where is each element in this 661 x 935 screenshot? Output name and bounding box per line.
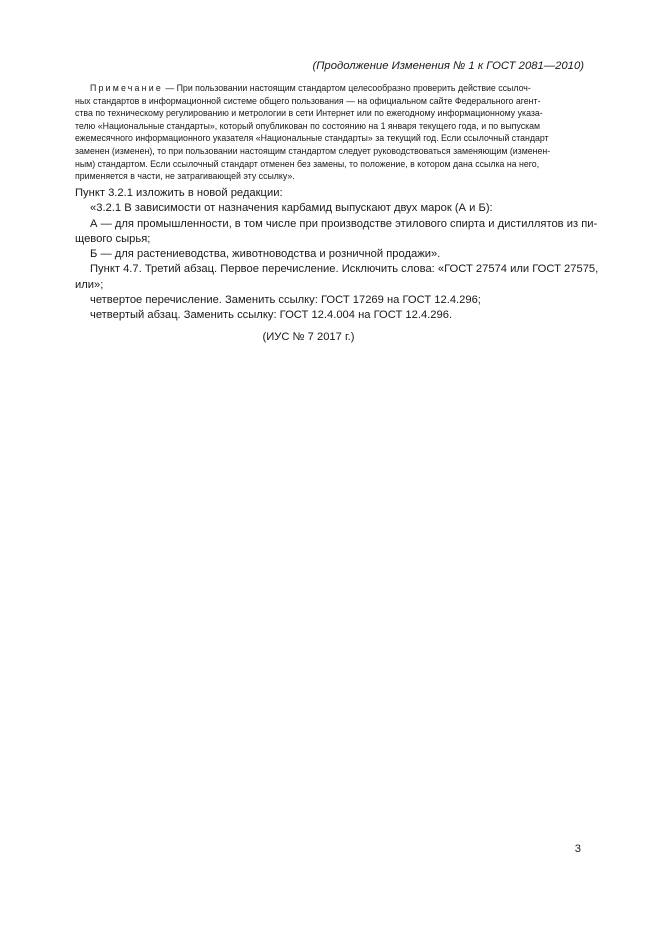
paragraph-line: А — для промышленности, в том числе при производстве этилового спирта и дистиллятов из пи- — [90, 217, 598, 230]
note-label: Примечание — [90, 83, 163, 93]
note-line: применяется в части, не затрагивающей эту ссылку». — [75, 171, 295, 182]
paragraph-line: щевого сырья; — [75, 232, 151, 245]
note-line — [75, 82, 582, 95]
note-paragraph — [75, 82, 582, 183]
note-text: — При пользовании настоящим стандартом целесообразно проверить действие ссылоч- — [162, 83, 531, 93]
paragraph-line: Пункт 4.7. Третий абзац. Первое перечисление. Исключить слова: «ГОСТ 27574 или ГОСТ 27575, — [90, 263, 599, 276]
amendment-text — [75, 186, 599, 324]
note-line: ства по техническому регулированию и метрологии в сети Интернет или по ежегодному информационному указа- — [75, 108, 543, 119]
note-line: заменен (изменен), то при пользовании настоящим стандартом следует руководствоваться заменяющим (изменен- — [75, 145, 551, 156]
paragraph-line: «3.2.1 В зависимости от назначения карбамид выпускают двух марок (А и Б): — [90, 202, 493, 215]
note-line: телю «Национальные стандарты», который опубликован по состоянию на 1 января текущего года, и по выпускам — [75, 120, 541, 131]
note-line: ежемесячного информационного указателя «Национальные стандарты» за текущий год. Если ссылочный стандарт — [75, 133, 549, 144]
note-block — [75, 82, 582, 183]
note-line: ных стандартов в информационной системе общего пользования — на официальном сайте Федерального агент- — [75, 95, 541, 106]
ius-reference — [0, 331, 661, 343]
paragraph-line: четвертый абзац. Заменить ссылку: ГОСТ 12.4.004 на ГОСТ 12.4.296. — [90, 309, 453, 322]
paragraph-line: Б — для растениеводства, животноводства и розничной продажи». — [90, 248, 441, 261]
paragraph-line: или»; — [75, 278, 104, 291]
page-number: 3 — [574, 843, 581, 855]
paragraph-line: Пункт 3.2.1 изложить в новой редакции: — [75, 187, 283, 199]
paragraph-line: четвертое перечисление. Заменить ссылку: ГОСТ 17269 на ГОСТ 12.4.296; — [90, 294, 481, 307]
note-line: ным) стандартом. Если ссылочный стандарт отменен без замены, то положение, в котором дана ссылка на него, — [75, 158, 540, 169]
continuation-header: (Продолжение Изменения № 1 к ГОСТ 2081—2010) — [312, 60, 584, 72]
ius-text: (ИУС № 7 2017 г.) — [262, 331, 355, 343]
